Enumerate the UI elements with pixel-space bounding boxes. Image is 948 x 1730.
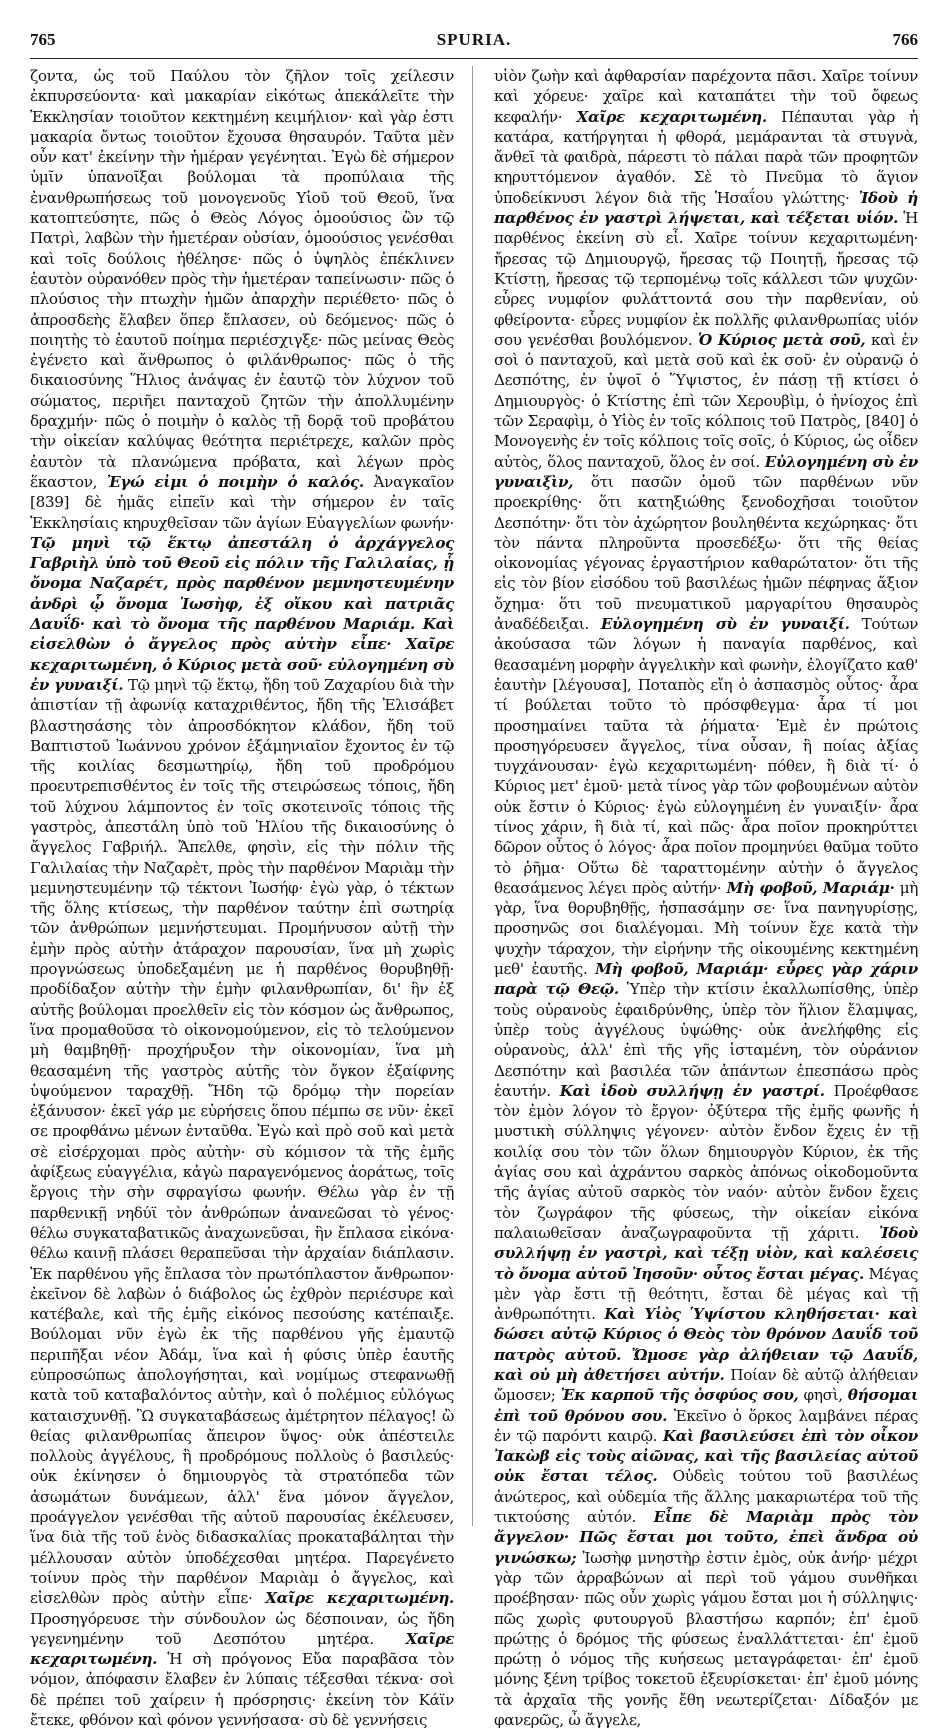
running-header xyxy=(30,30,918,54)
scripture-quote: Χαῖρε κεχαριτωμένη. xyxy=(265,1589,454,1608)
text-column-left xyxy=(30,66,455,1730)
scripture-quote: Εὐλογημένη σὺ ἐν γυναιξὶν, xyxy=(494,452,918,491)
scripture-quote: Εἶπε δὲ Μαριὰμ πρὸς τὸν ἄγγελον· Πῶς ἔσται μοι τοῦτο, ἐπεὶ ἄνδρα οὐ γινώσκω; xyxy=(494,1508,918,1567)
text-run: Ἐκεῖνο ὁ ὅρκος λαμβάνει πέρας ἐν τῷ παρόντι καιρῷ. xyxy=(494,1406,918,1445)
text-run: ὅτι πασῶν ὁμοῦ τῶν παρθένων νῦν προεκρίθης· ὅτι κατηξιώθης ξενοδοχῆσαι τοιοῦτον Δεσπότην· ὅτι τὸν ἀχώρητον βουληθέντα κεχώρηκας· ὅτι τὸν πάντα πληροῦντα προσεδέξω· ὅτι τῆς θείας οἰκονομίας γέγονας ἐργαστήριον καθαρώτατον· ὅτι τῆς εἰς τὸν βίον εἰσόδου τοῦ βασιλέως ἡμῶν πέφηνας ἄξιον ὄχημα· ὅτι τοῦ πνευματικοῦ μαργαρίτου θησαυρὸς ἀναδέδειξαι. xyxy=(494,472,918,634)
text-run: Ποίαν δὲ αὐτῷ ἀλήθειαν ὤμοσεν; xyxy=(494,1366,918,1405)
scripture-quote: Ἐγώ εἰμι ὁ ποιμὴν ὁ καλός. xyxy=(106,472,364,491)
text-run: Τούτων ἀκούσασα τῶν λόγων ἡ παναγία παρθένος, καὶ θεασαμένη μορφὴν ἀγγελικὴν καὶ φωνὴν, ἐλογίζατο καθ' ἑαυτὴν [λέγουσα], Ποταπὸς εἴη ὁ ἀσπασμὸς οὗτος· ἆρα τί βούλεται τοῦτο τὸ πρόσφθεγμα· ἆρα τί μοι προσημαίνει ταῦτα τὰ ῥήματα· Ἐμὲ ἐν πρώτοις προσηγόρευσεν ἄγγελος, τίνα οὖσαν, ἢ ποίας ἀξίας τυγχάνουσαν· ἐγὼ κεχαριτωμένη· πόθεν, ἢ διὰ τί· ὁ Κύριος μετ' ἐμοῦ· μετὰ τίνος γὰρ τῶν φοβουμένων αὐτὸν οὐκ ἔστιν ὁ Κύριος· ἐγὼ εὐλογημένη ἐν γυναιξίν· ἆρα τίνος χάριν, ἢ διὰ τί, καὶ πῶς· ἆρα ποῖον προκηρύττει δῶρον οὗτος ὁ λόγος· ἆρα ποῖον προμηνύει θαῦμα τοῦτο τὸ ῥῆμα· Οὕτω δὲ ταραττομένην αὐτὴν ὁ ἄγγελος θεασάμενος λέγει πρὸς αὐτήν· xyxy=(494,615,919,897)
scripture-quote: Ἐκ καρποῦ τῆς ὀσφύος σου, xyxy=(560,1386,799,1405)
scripture-quote: Ἰδοὺ ἡ παρθένος ἐν γαστρὶ λήψεται, καὶ τέξεται υἱόν. xyxy=(494,188,918,228)
text-run: Ἰωσὴφ μνηστὴρ ἐστιν ἐμὸς, οὐκ ἀνήρ· μέχρι γὰρ τῶν ἀρραβώνων αἱ περὶ τοῦ γάμου συνθῆκαι προέβησαν· πῶς οὖν χωρὶς γάμου ἔσται μοι ἡ σύλληψις· πῶς χωρὶς φυτουργοῦ βλαστήσω καρπόν; ἐπ' ἐμοῦ πρώτῃς ὁ δρόμος τῆς φύσεως ἐναλλάττεται· ἐπ' ἐμοῦ πρώτῃ ὁ νόμος τῆς κυήσεως μεταγράφεται· ἐπ' ἐμοῦ μόνης ξένη τρίβος τοκετοῦ ἐξευρίσκεται· ἐπ' ἐμοῦ μόνης τὰ ἀρχαῖα τῆς γονῆς ἔθη νεωτερίζεται· Δίδαξόν με φανερῶς, ὦ ἄγγελε, xyxy=(494,1548,918,1730)
text-column-right xyxy=(494,66,919,1730)
text-run: Ἡ σὴ πρόγονος Εὔα παραβᾶσα τὸν νόμον, ἀπόφασιν ἔλαβεν ἐν λύπαις τέξεσθαι τέκνα· σοὶ δὲ πρέπει τοῦ χαίρειν ἡ πρόσρησις· ἐκείνη τὸν Κάϊν ἔτεκε, φθόνον καὶ φόνον γεννήσασα· σὺ δὲ γεννήσεις xyxy=(30,1650,454,1730)
scripture-quote: Χαῖρε κεχαριτωμένη. xyxy=(30,1629,454,1669)
text-run: φησὶ, xyxy=(798,1386,848,1405)
header-rule xyxy=(30,58,918,59)
scripture-quote: Καὶ ἰδοὺ συλλήψῃ ἐν γαστρί. xyxy=(559,1081,825,1100)
column-text xyxy=(30,66,454,1730)
text-run: Τῷ μηνὶ τῷ ἕκτῳ, ἤδη τοῦ Ζαχαρίου διὰ τὴν ἀπιστίαν τῇ ἀφωνίᾳ καταχριθέντος, ἤδη τῆς Ἐλισάβετ βλαστησάσης τὸν ἀπροσδόκητον κλάδον, ἤδη τοῦ Βαπτιστοῦ Ἰωάννου χρόνον ἑξάμηνιαῖον ἔχοντος ἐν τῷ τῆς κοιλίας δεσμωτηρίῳ, ἤδη τοῦ προδρόμου προευτρεπισθέντος ἐν τοῖς τῆς στειρώσεως τόποις, ἤδη τοῦ λύχνου λάμποντος ἐν τοῖς σκοτεινοῖς τόποις τῆς γαστρὸς, ἀπεστάλη ὑπὸ τοῦ Ἡλίου τῆς δικαιοσύνης ὁ ἄγγελος Γαβριήλ. Ἄπελθε, φησὶν, εἰς τὴν πόλιν τῆς Γαλιλαίας τὴν Ναζαρὲτ, πρὸς τὴν παρθένον Μαριὰμ τὴν μεμνηστευμένην τῷ τέκτονι Ἰωσήφ· ἐγὼ γὰρ, ὁ τέκτων τῆς ὅλης κτίσεως, τὴν παρθένον ταύτην ἐπὶ σωτηρίᾳ τῶν ἀνθρώπων μεμνήστευμαι. Προμήνυσον αὐτῇ τὴν ἐμὴν πρὸς αὐτὴν ἀτάραχον παρουσίαν, ἵνα μὴ χωρὶς προγνώσεως ὑποδεξαμένη με ἡ παρθένος θορυβηθῇ· προδίδαξον αὐτὴν τὴν ἐμὴν φιλανθρωπίαν, δι' ἣν ἐξ αὐτῆς βούλομαι προελθεῖν εἰς τὸν κόσμον ὡς ἄνθρωπος, ἵνα προμαθοῦσα τὸ οἰκονομούμενον, εἰς τὸ τελούμενον μὴ θαμβηθῇ· προχήρυξον τὴν οἰκονομίαν, ἵνα μὴ θεασαμένη τῆς γαστρὸς αὐτῆς τὸν ὄγκον ἐξαίφνης ὑψούμενον ταραχθῇ. Ἤδη τῷ δρόμῳ τὴν πορείαν ἐξάνυσον· ἐκεῖ γάρ με εὑρήσεις ὅπου πέμπω σε νῦν· ἐκεῖ σε προφθάνω μένων ἐνταῦθα. Ἐγὼ καὶ πρὸ σοῦ καὶ μετὰ σὲ εἰσέρχομαι πρὸς αὐτὴν· σὺ κόμισον τὰ τῆς ἐμῆς ἀφίξεως εὐαγγέλια, κἀγὼ παραγενόμενος ἀοράτως, τοῖς ἔργοις τὴν σὴν σφραγίσω φωνήν. Θέλω γὰρ ἐν τῇ παρθενικῇ νηδύϊ τὸν ἀνθρώπων ἀνανεῶσαι τὸ γένος· θέλω συγκαταβατικῶς ἀναχωνεῦσαι, ἣν ἔπλασα εἰκόνα· θέλω καινῇ πλάσει θεραπεῦσαι τὴν ἀρχαίαν διάπλασιν. Ἐκ παρθένου γῆς ἔπλασα τὸν πρωτόπλαστον ἄνθρωπον· ἐκεῖνον δὲ λαβὼν ὁ διάβολος ὡς ἐχθρὸν περιέσυρε καὶ κατέβαλε, καὶ τῆς ἐμῆς εἰκόνος πεσούσης κατέπαιξε. Βούλομαι νῦν ἐγὼ ἐκ τῆς παρθένου γῆς ἐμαυτῷ περιπῆξαι νέον Ἀδάμ, ἵνα καὶ ἡ φύσις ὑπὲρ ἑαυτῆς εὐπροσώπως ἀπολογήσηται, καὶ νομίμως στεφανωθῇ κατὰ τοῦ καταβαλόντος αὐτὴν, καὶ ὁ πολέμιος εὐλόγως καταισχυνθῇ. Ὢ συγκαταβάσεως ἀμέτρητον πέλαγος! ὢ θείας φιλανθρωπίας ἄπειρον ὕψος· οὐκ ἀπέστειλε πολλοὺς ἀγγέλους, ἢ προδρόμους πολλοὺς ὁ βασιλεύς· οὐκ ἐκίνησεν ὁ δημιουργὸς τὰ στρατόπεδα τῶν ἀσωμάτων δυνάμεων, ἀλλ' ἕνα μόνον ἄγγελον, προάγγελον γενέσθαι τῆς αὐτοῦ παρουσίας ἐκέλευσεν, ἵνα διὰ τῆς τοῦ ἑνὸς διδασκαλίας προκαταβάληται τὴν μέλλουσαν αὐτὸν ὑποδέχεσθαι μητέρα. Παρεγένετο τοίνυν πρὸς τὴν παρθένον Μαριὰμ ὁ ἄγγελος, καὶ εἰσελθὼν πρὸς αὐτὴν εἶπε· xyxy=(30,675,455,1608)
scripture-quote: Χαῖρε κεχαριτωμένη. xyxy=(576,107,767,126)
text-run: Ἀναγκαῖον [839] δὲ ἡμᾶς εἰπεῖν καὶ τὴν σήμερον ἐν ταῖς Ἐκκλησίαις κηρυχθεῖσαν τῶν ἁγίων Εὐαγγελίων φωνήν· xyxy=(30,472,454,532)
scripture-quote: Καὶ βασιλεύσει ἐπὶ τὸν οἶκον Ἰακὼβ εἰς τοὺς αἰῶνας, καὶ τῆς βασιλείας αὐτοῦ οὐκ ἔσται τέλος. xyxy=(494,1426,918,1486)
scripture-quote: Τῷ μηνὶ τῷ ἕκτῳ ἀπεστάλη ὁ ἀρχάγγελος Γαβριὴλ ὑπὸ τοῦ Θεοῦ εἰς πόλιν τῆς Γαλιλαίας, ᾗ ὄνομα Ναζαρέτ, πρὸς παρθένον μεμνηστευμένην ἀνδρὶ ᾧ ὄνομα Ἰωσὴφ, ἐξ οἴκου καὶ πατριᾶς Δαυΐδ· καὶ τὸ ὄνομα τῆς παρθένου Μαριάμ. Καὶ εἰσελθὼν ὁ ἄγγελος πρὸς αὐτὴν εἶπε· Χαῖρε κεχαριτωμένη, ὁ Κύριος μετὰ σοῦ· εὐλογημένη σὺ ἐν γυναιξί. xyxy=(30,533,454,694)
scripture-quote: θήσομαι ἐπὶ τοῦ θρόνου σου. xyxy=(494,1386,918,1425)
text-run: Ὑπὲρ τὴν κτίσιν ἐκαλλωπίσθης, ὑπὲρ τοὺς οὐρανοὺς ἐφαιδρύνθης, ὑπὲρ τὸν ἥλιον ἔλαμψας, ὑπὲρ τοὺς ἀγγέλους ὑψώθης· οὐκ ἀνελήφθης εἰς οὐρανοὺς, ἀλλ' ἐπὶ τῆς γῆς ἱσταμένη, τὸν οὐράνιον Δεσπότην καὶ βασιλέα τῶν ἁπάντων ἐπεσπάσω πρὸς ἑαυτήν. xyxy=(494,980,918,1100)
scripture-quote: Ἰδοὺ συλλήψῃ ἐν γαστρὶ, καὶ τέξῃ υἱὸν, καὶ καλέσεις τὸ ὄνομα αὐτοῦ Ἰησοῦν· οὗτος ἔσται μέγας. xyxy=(494,1223,918,1283)
text-run: ζοντα, ὡς τοῦ Παύλου τὸν ζῆλον τοῖς χείλεσιν ἐκπυρσεύοντα· καὶ μακαρίαν εἰκότως ἀπεκάλεῖτε τὴν Ἐκκλησίαν τοιοῦτον κεκτημένη κειμήλιον· καὶ γὰρ ἐστι μακαρία ὄντως τοιοῦτον ἔχουσα θησαυρόν. Ταῦτα μὲν οὖν κατ' ἐκείνην τὴν ἡμέραν γεγένηται. Ἐγὼ δὲ σήμερον ὑμῖν ὑπανοῖξαι βούλομαι τὰ προπύλαια τῆς ἐνανθρωπήσεως τοῦ μονογενοῦς Υἱοῦ τοῦ Θεοῦ, ἵνα κατοπτεύσητε, πῶς ὁ Θεὸς Λόγος ὁμοούσιος ὢν τῷ Πατρὶ, λαβὼν τὴν ἡμετέραν οὐσίαν, ὁμοούσιος γενέσθαι καὶ τοῖς δούλοις ἠθέλησε· πῶς ὁ ὑψηλὸς ἐπέκλινεν ἑαυτὸν οὐρανόθεν πρὸς τὴν ἡμετέραν ταπείνωσιν· πῶς ὁ πλούσιος τὴν πτωχὴν ἡμῶν ἀπαρχὴν περιέθετο· πῶς ὁ ἀπροσδεὴς ἔλαβεν ὅπερ ἔπλασεν, οὐ δεόμενος· πῶς ὁ ποιητὴς τὸ ἑαυτοῦ ποίημα περιέσχιγξε· πῶς μείνας Θεὸς ἐγένετο καὶ ἄνθρωπος ὁ φιλάνθρωπος· πῶς ὁ τῆς δικαιοσύνης Ἥλιος ἀνάψας ἐν ἑαυτῷ τὸν λύχνον τοῦ σώματος, περιῆει πανταχοῦ ζητῶν τὴν ἀπολλυμένην δραχμήν· πῶς ὁ ποιμὴν ὁ καλὸς τῇ δορᾷ τοῦ προβάτου τὴν οἰκείαν καλύψας θεότητα περιέτρεχε, καλῶν πρὸς ἑαυτὸν τὰ πλανώμενα πρόβατα, καὶ λέγων πρὸς ἕκαστον, xyxy=(30,67,454,491)
text-run: Οὐδεὶς τούτου τοῦ βασιλέως ἀνώτερος, καὶ οὐδεμία τῆς ἄλλης μακαριωτέρα τοῦ τῆς τικτούσης αὐτόν. xyxy=(494,1467,918,1527)
page-number-left: 765 xyxy=(30,30,56,49)
scripture-quote: Καὶ Υἱὸς Ὑψίστου κληθήσεται· καὶ δώσει αὐτῷ Κύριος ὁ Θεὸς τὸν θρόνον Δαυΐδ τοῦ πατρὸς αὐτοῦ. Ὤμοσε γὰρ ἀλήθειαν τῷ Δαυΐδ, καὶ οὐ μὴ ἀθετήσει αὐτήν. xyxy=(494,1305,918,1384)
page-number-right: 766 xyxy=(892,30,918,49)
text-run: Προσηγόρευσε τὴν σύνδουλον ὡς δέσποιναν, ὡς ἤδη γεγενημένην τοῦ Δεσπότου μητέρα. xyxy=(30,1609,454,1648)
text-run: υἱὸν ζωὴν καὶ ἀφθαρσίαν παρέχοντα πᾶσι. Χαῖρε τοίνυν καὶ χόρευε· χαῖρε καὶ καταπάτει τὴν τοῦ ὄφεως κεφαλήν· xyxy=(494,67,918,126)
text-run: μὴ γὰρ, ἵνα θορυβηθῇς, ἠσπασάμην σε· ἵνα πανηγυρίσῃς, προσηνῶς σοι διαλέγομαι. Μὴ τοίνυν ἔχε κατὰ τὴν ψυχὴν τάραχον, τὴν εἰρήνην τῆς οἰκουμένης κεκτημένη μεθ' ἑαυτῆς. xyxy=(494,878,918,979)
text-run: Μέγας μὲν γὰρ ἔστι τῇ θεότητι, ἔσται δὲ μέγας καὶ τῇ ἀνθρωπότητι. xyxy=(494,1264,918,1324)
text-run: Πέπαυται γὰρ ἡ κατάρα, κατήργηται ἡ φθορά, μεμάρανται τὰ στυγνὰ, ἄνθεῖ τὰ φαιδρὰ, πάρεστι τὸ πάλαι παρὰ τῶν προφητῶν κηρυττόμενον ἀγαθόν. Σὲ τὸ Πνεῦμα τὸ ἅγιον ὑποδείκνυσι λέγον διὰ τῆς Ἡσαΐου γλώττης· xyxy=(494,107,918,207)
scripture-quote: Εὐλογημένη σὺ ἐν γυναιξί. xyxy=(600,615,850,634)
scripture-quote: Μὴ φοβοῦ, Μαριάμ· εὗρες γὰρ χάριν παρὰ τῷ Θεῷ. xyxy=(494,960,918,999)
text-run: καὶ ἐν σοὶ ὁ πανταχοῦ, καὶ μετὰ σοῦ καὶ ἐκ σοῦ· ἐν οὐρανῷ ὁ Δεσπότης, ἐν ὑψοῖ ὁ Ὕψιστος, ἐν πάσῃ τῇ κτίσει ὁ Δημιουργὸς· ὁ Κτίστης ἐπὶ τῶν Χερουβὶμ, ὁ ἡνίοχος ἐπὶ τῶν Σεραφὶμ, ὁ Υἱὸς ἐν τοῖς κόλποις τοῦ Πατρὸς, [840] ὁ Μονογενὴς ἐν τοῖς κόλποις τοῖς σοῖς, ὁ Κύριος, ὡς οἶδεν αὐτὸς, ὅλος πανταχοῦ, ὅλος ἐν σοί. xyxy=(494,330,918,471)
scripture-quote: Ὁ Κύριος μετὰ σοῦ, xyxy=(697,330,866,349)
column-divider xyxy=(472,66,473,1526)
text-run: Προέφθασε τὸν ἐμὸν λόγον τὸ ἔργον· ὀξύτερα τῆς ἐμῆς φωνῆς ἡ μυστικὴ σύλληψις γέγονεν· αὐτὸν ἔνδον ἔχεις ἐν τῇ κοιλίᾳ σου τὸν τῶν ὅλων δημιουργὸν Κύριον, ἐκ τῆς ἁγίας σου καὶ ἀχράντου σαρκὸς ἀπόνως οἰκοδομοῦντα τῆς ἁγίας αὐτοῦ σαρκὸς τὸν ναόν· αὐτὸν ἔνδον ἔχεις τὸν ζωγράφον τῆς φύσεως, τὴν οἰκείαν εἰκόνα παλαιωθεῖσαν ἀναζωγραφοῦντα τῇ χάριτι. xyxy=(494,1081,918,1242)
column-text xyxy=(494,66,918,1730)
text-run: Ἡ παρθένος ἐκείνη σὺ εἶ. Χαῖρε τοίνυν κεχαριτωμένη· ἤρεσας τῷ Δημιουργῷ, ἤρεσας τῷ Ποιητῇ, ἤρεσας τῷ Κτίστῃ, ἤρεσας τῷ τερπομένῳ τοῖς κάλλεσι τῶν ψυχῶν· εὗρες νυμφίον φυλάττοντά σου τὴν παρθενίαν, οὐ φθείροντα· εὗρες νυμφίον ἐκ πολλῆς φιλανθρωπίας υἱόν σου γενέσθαι βουλόμενον. xyxy=(494,209,919,349)
running-title: SPURIA. xyxy=(436,30,512,49)
scripture-quote: Μὴ φοβοῦ, Μαριάμ· xyxy=(726,878,895,897)
